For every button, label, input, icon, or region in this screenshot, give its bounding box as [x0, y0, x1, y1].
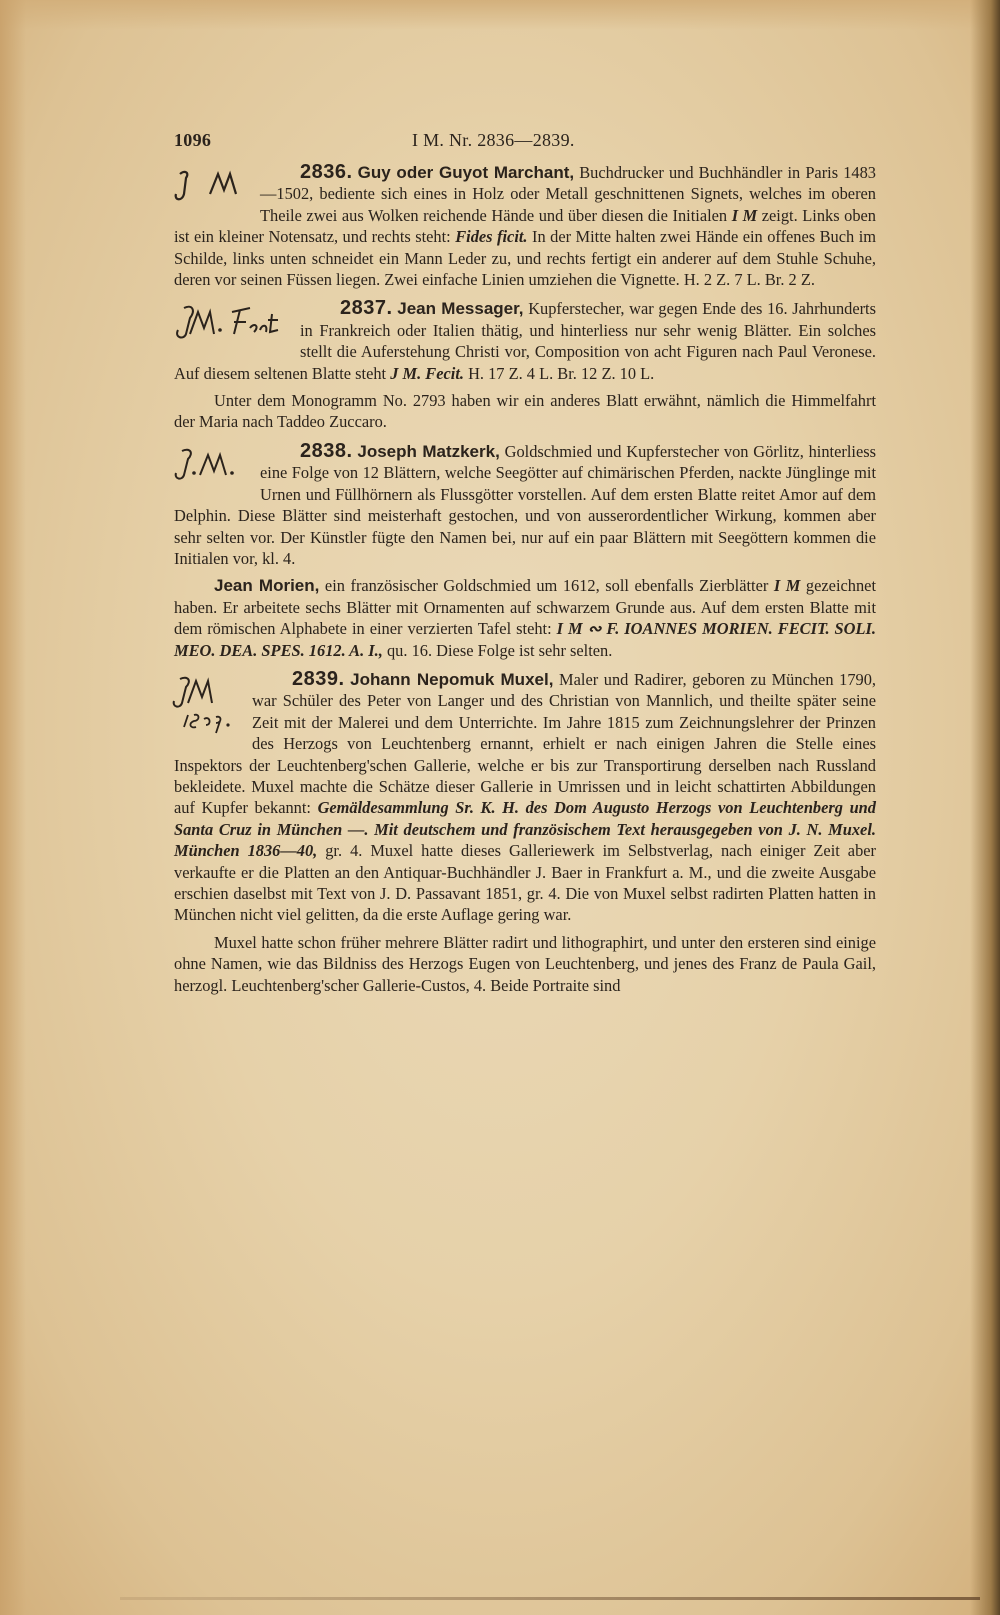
monogram-image [170, 671, 242, 737]
entry-2838-paragraph-2 [174, 575, 876, 661]
entry-text: zeigt. Links oben ist ein kleiner Notensatz, und rechts steht: [174, 205, 876, 247]
entry-italic: Fides ficit. [455, 227, 528, 247]
entry-text: gezeichnet haben. Er arbeitete sechs Blätter mit Ornamenten auf schwarzem Grunde aus. Auf dem ersten Blatte mit dem römischen Alphabete in einer verzierten Tafel steht: [174, 576, 877, 639]
entry-2836-paragraph [174, 162, 876, 290]
running-head [174, 118, 876, 162]
page-top-shadow [0, 0, 1000, 30]
entry-italic: J M. Fecit. [390, 363, 464, 383]
monogram-2836-drawing [170, 164, 250, 208]
page-left-shadow [0, 0, 26, 1615]
book-page [174, 118, 876, 1004]
page-number: 1096 [174, 130, 212, 150]
entry-text: Buchdrucker und Buchhändler in Paris 1483—1502, bediente sich eines in Holz oder Metall geschnittenen Signets, welches im oberen Theile zwei aus Wolken reichende Hände und über diesen die Initialen [260, 163, 876, 225]
entry-number: 2836. [300, 161, 353, 183]
entry-2837-paragraph-2: Unter dem Monogramm No. 2793 haben wir ein anderes Blatt erwähnt, nämlich die Himmelfahrt der Maria nach Taddeo Zuccaro. [174, 391, 876, 432]
entry-text: qu. 16. Diese Folge ist sehr selten. [382, 640, 613, 660]
running-title: I M. Nr. 2836—2839. [412, 130, 575, 150]
monogram-image [170, 300, 290, 342]
monogram-2837-drawing [170, 300, 290, 342]
artist-name: Jean Messager, [397, 299, 524, 319]
entry-text: H. 17 Z. 4 L. Br. 12 Z. 10 L. [463, 363, 655, 383]
entry-number: 2839. [292, 667, 345, 690]
entry-2837-paragraph [174, 298, 876, 384]
bottom-rule [120, 1597, 980, 1600]
entry-2838-paragraph [174, 441, 876, 569]
entry-number: 2838. [300, 439, 353, 462]
entry-text: Kupferstecher, war gegen Ende des 16. Jahrhunderts in Frankreich oder Italien thätig, und hinterliess nur sehr wenig Blätter. Ein solches stellt die Auferstehung Christi vor, Composition von acht Figuren nach Paul Veronese. Auf diesem seltenen Blatte steht [174, 299, 876, 383]
entry-text: ein französischer Goldschmied um 1612, soll ebenfalls Zierblätter [319, 576, 774, 596]
entry-2838 [174, 441, 876, 661]
artist-name: Guy oder Guyot Marchant, [357, 163, 575, 182]
monogram-image [170, 164, 250, 208]
monogram-2838-drawing [170, 443, 250, 487]
entry-2837 [174, 298, 876, 432]
entry-2839-paragraph-2: Muxel hatte schon früher mehrere Blätter radirt und lithographirt, und unter den ersteren sind einige ohne Namen, wie das Bildniss des Herzogs Eugen von Leuchtenberg, und jenes des Franz de Paula Gail, herzogl. Leuchtenberg'scher Gallerie-Custos, 4. Beide Portraite sind [174, 932, 876, 995]
entry-italic: I M [731, 205, 758, 225]
monogram-2839-drawing [170, 671, 242, 737]
entry-text: Goldschmied und Kupferstecher von Görlitz, hinterliess eine Folge von 12 Blättern, welche Seegötter auf chimärischen Pferden, nackte Jünglinge mit Urnen und Füllhörnern als Flussgötter vorstellen. Auf dem ersten Blatte reitet Amor auf dem Delphin. Diese Blätter sind meisterhaft gestochen, und von ausserordentlicher Wirkung, kommen aber sehr selten vor. Der Künstler fügte den Namen bei, nur auf ein paar Blättern mit Seegöttern kommen die Initialen vor, kl. 4. [174, 441, 876, 568]
entry-italic: I M ∾ F. IOANNES MORIEN. FECIT. SOLI. MEO. DEA. SPES. 1612. A. I., [174, 619, 877, 660]
entry-2836 [174, 162, 876, 290]
artist-name: Johann Nepomuk Muxel, [350, 669, 554, 689]
entry-2839-paragraph [174, 669, 876, 926]
entry-2839 [174, 669, 876, 996]
monogram-image [170, 443, 250, 487]
entry-number: 2837. [340, 297, 393, 320]
entry-text: gr. 4. Muxel hatte dieses Galleriewerk im Selbstverlag, nach einiger Zeit aber verkaufte er die Platten an den Antiquar-Buchhändler J. Baer in Frankfurt a. M., und die zweite Ausgabe erschien daselbst mit Text von J. D. Passavant 1851, gr. 4. Die von Muxel selbst radirten Platten hatten in München nicht viel gelitten, da die erste Auflage gering war. [174, 841, 876, 925]
entry-italic: I M [773, 576, 801, 596]
book-gutter-shadow [970, 0, 1000, 1615]
artist-name: Joseph Matzkerk, [357, 441, 500, 461]
entry-text: Maler und Radirer, geboren zu München 1790, war Schüler des Peter von Langer und des Christian von Mannlich, und theilte später seine Zeit mit der Malerei und dem Unterrichte. Im Jahre 1815 zum Zeichnungslehrer der Prinzen des Herzogs von Leuchtenberg ernannt, erhielt er nach einigen Jahren die Stelle eines Inspektors der Leuchtenberg'schen Gallerie, welche er bis zur Transportirung derselben nach Russland bekleidete. Muxel machte die Schätze dieser Gallerie in Umrissen und in leicht schattirten Abbildungen auf Kupfer bekannt: [174, 669, 876, 818]
entry-italic: Gemäldesammlung Sr. K. H. des Dom Augusto Herzogs von Leuchtenberg und Santa Cruz in München —. Mit deutschem und französischem Text herausgegeben von J. N. Muxel. München 1836—40, [174, 798, 876, 861]
artist-name: Jean Morien, [214, 576, 320, 596]
entry-text: In der Mitte halten zwei Hände ein offenes Buch im Schilde, links unten schneidet ein Mann Leder zu, und rechts fertigt ein anderer auf dem Stuhle Schuhe, deren vor seinen Füssen liegen. Zwei einfache Linien umziehen die Vignette. H. 2 Z. 7 L. Br. 2 Z. [174, 227, 876, 290]
